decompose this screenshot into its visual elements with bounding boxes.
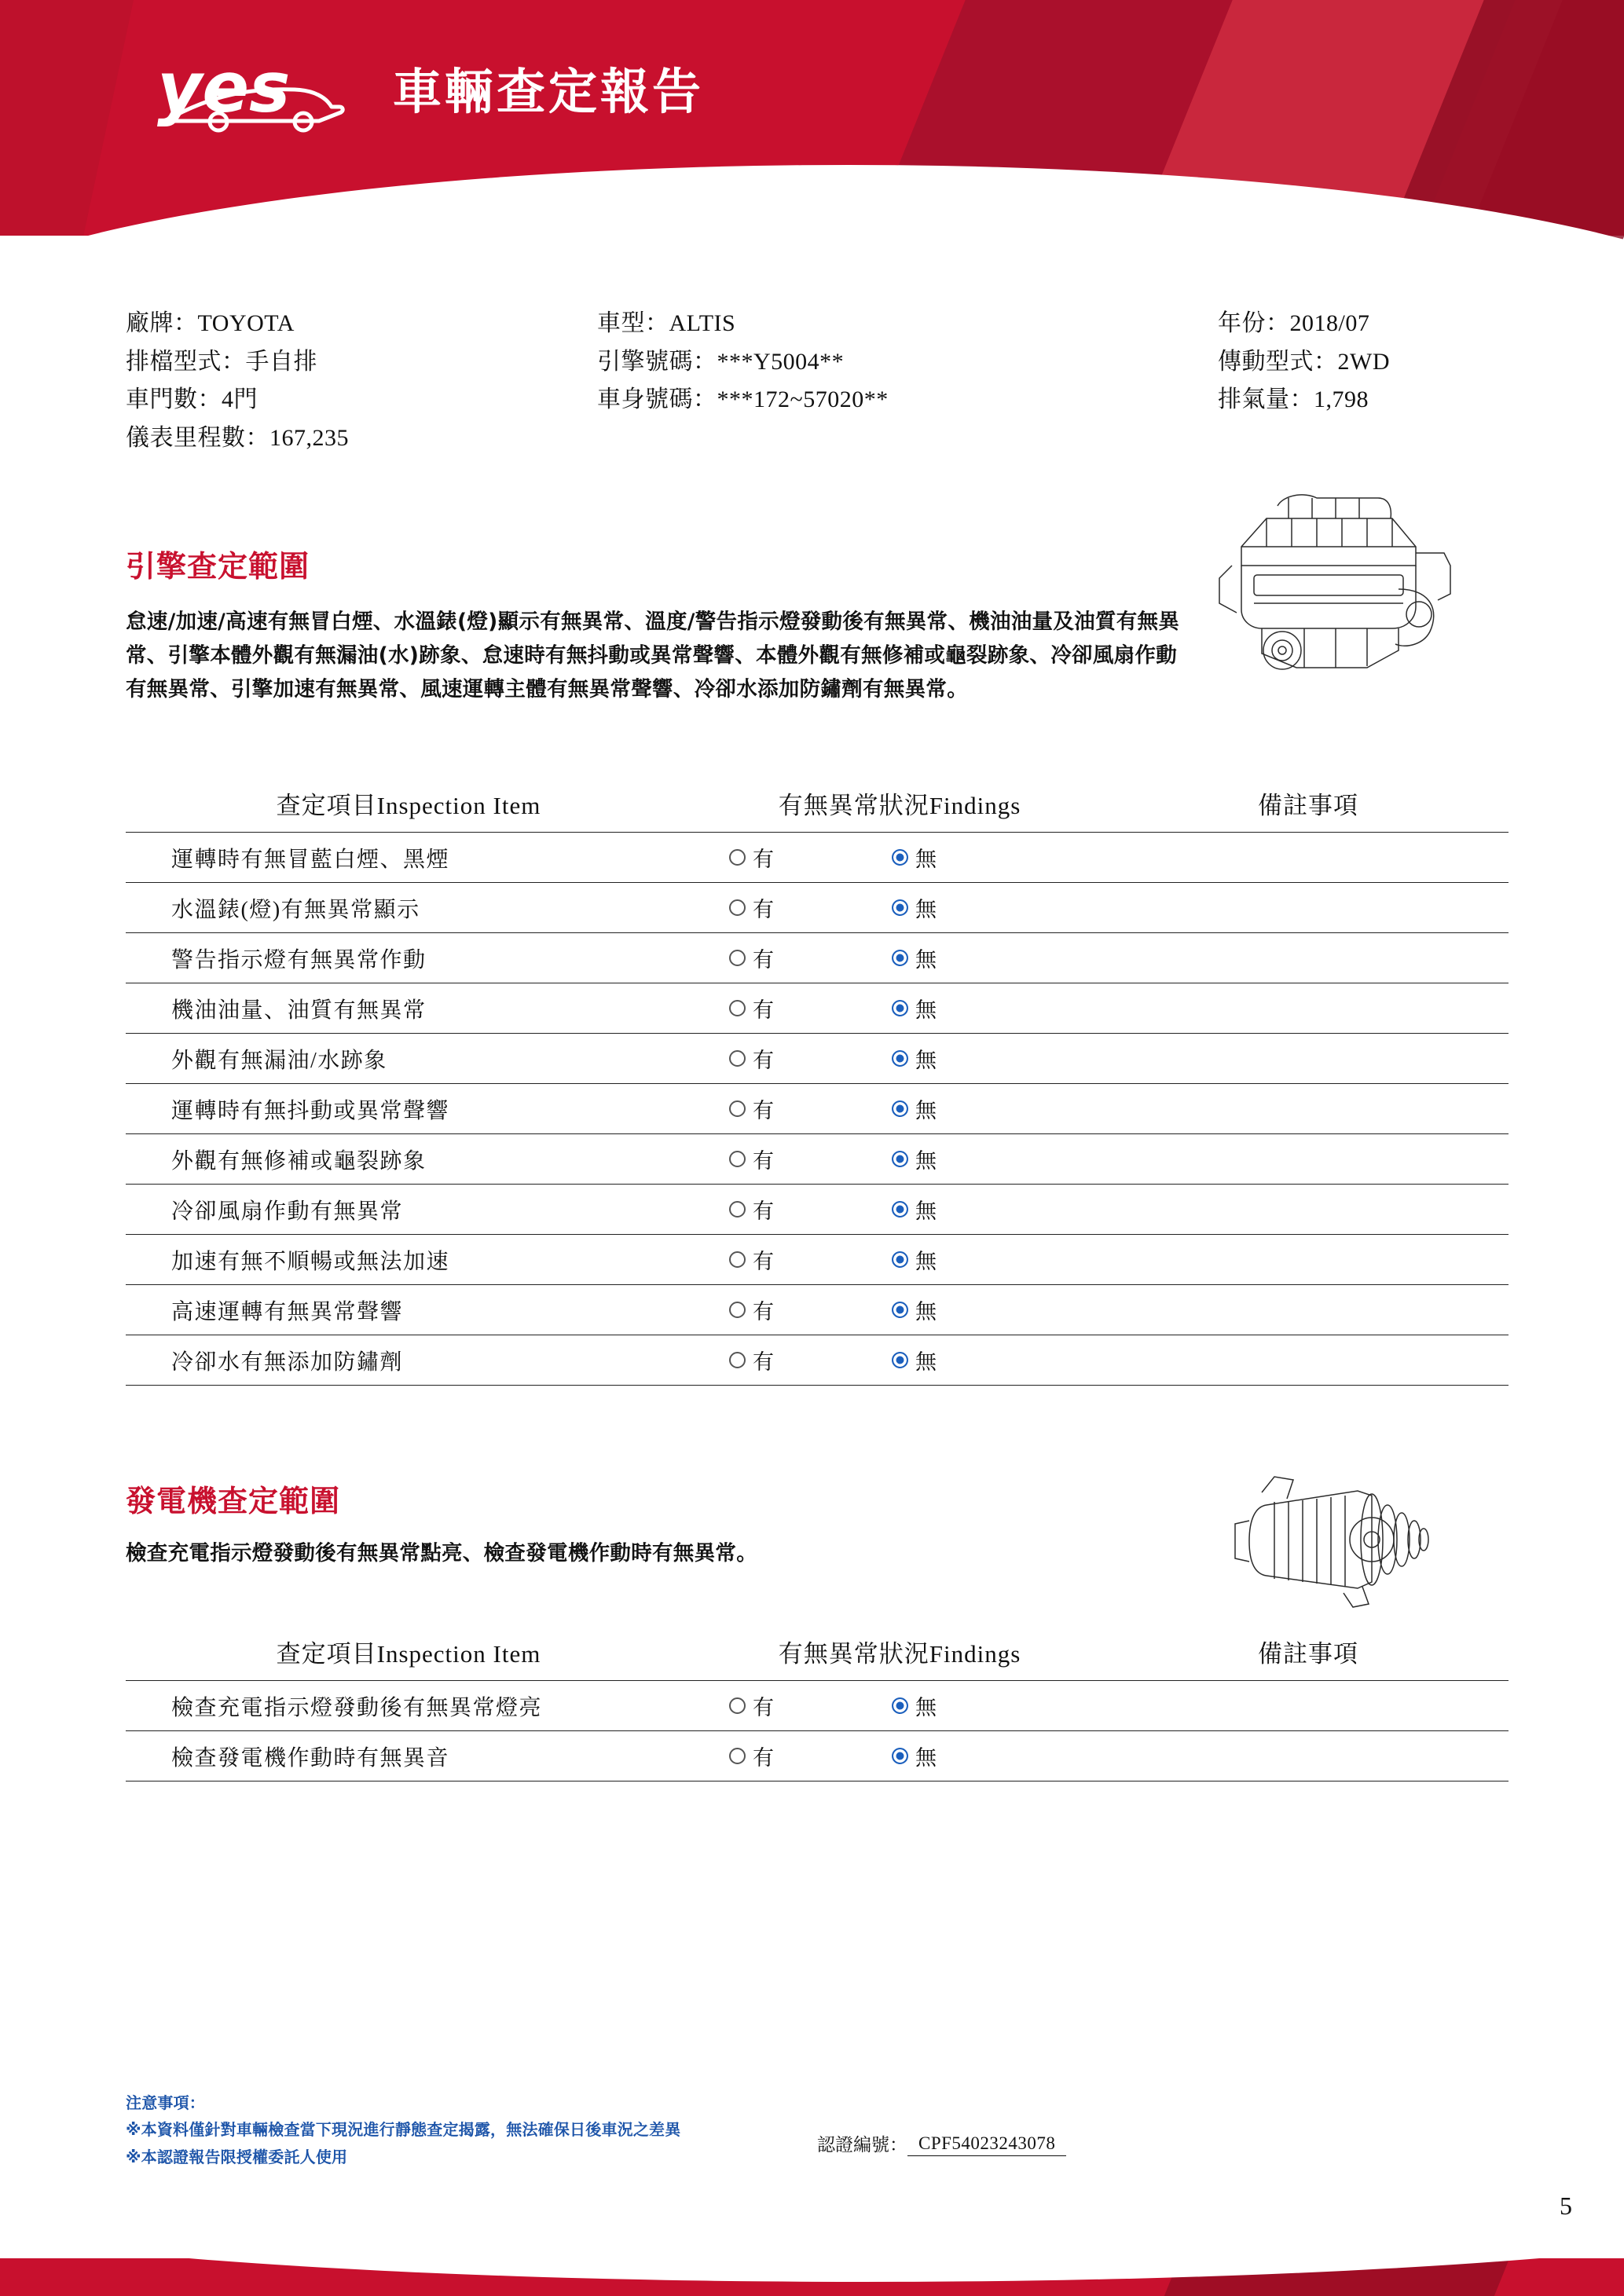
radio-yes-label: 有 bbox=[753, 1250, 774, 1273]
vin-label: 車身號碼： bbox=[597, 386, 717, 413]
radio-yes-icon[interactable] bbox=[729, 1151, 746, 1167]
engine-number-label: 引擎號碼： bbox=[597, 348, 717, 375]
model-label: 車型： bbox=[597, 310, 669, 336]
engine-findings-cell bbox=[691, 1093, 1108, 1124]
engine-findings-cell bbox=[691, 1244, 1108, 1275]
page-number: 5 bbox=[1560, 2192, 1572, 2220]
radio-no-label: 無 bbox=[915, 848, 937, 871]
radio-no-icon[interactable] bbox=[892, 1100, 908, 1117]
engine-number-value: ***Y5004** bbox=[717, 348, 845, 375]
radio-option-yes[interactable] bbox=[729, 1345, 774, 1375]
vehicle-info-row bbox=[126, 343, 1524, 382]
radio-no-icon[interactable] bbox=[892, 849, 908, 866]
radio-yes-label: 有 bbox=[753, 1199, 774, 1223]
engine-findings-cell bbox=[691, 892, 1108, 923]
radio-option-no[interactable] bbox=[892, 943, 937, 973]
radio-no-icon[interactable] bbox=[892, 1352, 908, 1368]
radio-option-no[interactable] bbox=[892, 892, 937, 923]
table-row bbox=[126, 1284, 1509, 1335]
page-header bbox=[0, 0, 1624, 259]
alternator-item-label: 檢查充電指示燈發動後有無異常燈亮 bbox=[171, 1695, 543, 1720]
table-row bbox=[126, 1335, 1509, 1386]
alternator-col-note: 備註事項 bbox=[1258, 1640, 1358, 1668]
radio-option-no[interactable] bbox=[892, 1741, 937, 1771]
mileage-label: 儀表里程數： bbox=[126, 424, 269, 451]
note-line-2: ※本認證報告限授權委託人使用 bbox=[126, 2147, 348, 2166]
radio-option-no[interactable] bbox=[892, 993, 937, 1023]
engine-inspection-table bbox=[126, 785, 1509, 1386]
radio-no-icon[interactable] bbox=[892, 1000, 908, 1016]
radio-yes-icon[interactable] bbox=[729, 1352, 746, 1368]
radio-yes-label: 有 bbox=[753, 848, 774, 871]
radio-no-icon[interactable] bbox=[892, 950, 908, 966]
svg-text:yes: yes bbox=[157, 49, 291, 128]
certificate-value: CPF54023243078 bbox=[907, 2133, 1066, 2156]
radio-yes-label: 有 bbox=[753, 998, 774, 1022]
engine-section bbox=[126, 542, 1194, 707]
alternator-col-findings: 有無異常狀況Findings bbox=[778, 1640, 1021, 1668]
radio-yes-label: 有 bbox=[753, 898, 774, 921]
radio-option-yes[interactable] bbox=[729, 1144, 774, 1174]
radio-yes-icon[interactable] bbox=[729, 1050, 746, 1067]
engine-table-header bbox=[126, 785, 1509, 832]
radio-option-yes[interactable] bbox=[729, 993, 774, 1023]
engine-findings-cell bbox=[691, 993, 1108, 1023]
table-row bbox=[126, 1184, 1509, 1234]
engine-section-title: 引擎查定範圍 bbox=[126, 549, 310, 584]
brand-logo bbox=[157, 49, 704, 135]
engine-item-label: 外觀有無修補或龜裂跡象 bbox=[171, 1148, 427, 1174]
table-row bbox=[126, 882, 1509, 932]
radio-yes-label: 有 bbox=[753, 1099, 774, 1122]
radio-no-icon[interactable] bbox=[892, 1251, 908, 1268]
drivetrain-label: 傳動型式： bbox=[1218, 348, 1338, 375]
certificate-label: 認證編號： bbox=[817, 2135, 907, 2155]
alternator-section bbox=[126, 1477, 1194, 1571]
radio-option-no[interactable] bbox=[892, 1345, 937, 1375]
radio-option-yes[interactable] bbox=[729, 842, 774, 873]
radio-no-icon[interactable] bbox=[892, 1201, 908, 1218]
radio-no-icon[interactable] bbox=[892, 899, 908, 916]
vehicle-info-row bbox=[126, 419, 1524, 458]
radio-option-yes[interactable] bbox=[729, 943, 774, 973]
door-count-value: 4門 bbox=[222, 386, 258, 413]
engine-findings-cell bbox=[691, 943, 1108, 973]
radio-no-icon[interactable] bbox=[892, 1748, 908, 1764]
radio-no-label: 無 bbox=[915, 898, 937, 921]
radio-yes-icon[interactable] bbox=[729, 1302, 746, 1318]
displacement-value: 1,798 bbox=[1314, 386, 1369, 413]
radio-no-icon[interactable] bbox=[892, 1302, 908, 1318]
table-row bbox=[126, 1680, 1509, 1730]
radio-no-label: 無 bbox=[915, 1149, 937, 1173]
engine-item-label: 冷卻水有無添加防鏽劑 bbox=[171, 1349, 404, 1375]
note-line-1: ※本資料僅針對車輛檢查當下現況進行靜態查定揭露，無法確保日後車況之差異 bbox=[126, 2120, 681, 2140]
table-row bbox=[126, 1234, 1509, 1284]
engine-item-label: 冷卻風扇作動有無異常 bbox=[171, 1199, 404, 1224]
radio-no-label: 無 bbox=[915, 1250, 937, 1273]
radio-no-label: 無 bbox=[915, 1300, 937, 1324]
radio-option-yes[interactable] bbox=[729, 1244, 774, 1275]
year-label: 年份： bbox=[1218, 310, 1290, 336]
alternator-inspection-table bbox=[126, 1634, 1509, 1782]
table-row bbox=[126, 832, 1509, 882]
table-row bbox=[126, 932, 1509, 983]
vin-value: ***172~57020** bbox=[717, 386, 889, 413]
engine-item-label: 外觀有無漏油/水跡象 bbox=[171, 1048, 387, 1073]
radio-option-yes[interactable] bbox=[729, 1194, 774, 1225]
radio-yes-icon[interactable] bbox=[729, 1251, 746, 1268]
radio-option-no[interactable] bbox=[892, 1043, 937, 1074]
alternator-item-label: 檢查發電機作動時有無異音 bbox=[171, 1745, 450, 1771]
radio-yes-icon[interactable] bbox=[729, 1748, 746, 1764]
radio-option-yes[interactable] bbox=[729, 1741, 774, 1771]
radio-option-no[interactable] bbox=[892, 1294, 937, 1325]
engine-col-note: 備註事項 bbox=[1258, 792, 1358, 819]
radio-yes-icon[interactable] bbox=[729, 950, 746, 966]
radio-no-label: 無 bbox=[915, 1099, 937, 1122]
table-row bbox=[126, 1083, 1509, 1133]
alternator-section-description: 檢查充電指示燈發動後有無異常點亮、檢查發電機作動時有無異常。 bbox=[126, 1541, 757, 1565]
report-title: 車輛查定報告 bbox=[393, 63, 705, 120]
engine-findings-cell bbox=[691, 1194, 1108, 1225]
transmission-label: 排檔型式： bbox=[126, 348, 246, 375]
radio-no-label: 無 bbox=[915, 1696, 937, 1719]
engine-item-label: 運轉時有無抖動或異常聲響 bbox=[171, 1098, 450, 1123]
alternator-col-item: 查定項目Inspection Item bbox=[276, 1640, 541, 1668]
radio-option-no[interactable] bbox=[892, 1194, 937, 1225]
radio-no-label: 無 bbox=[915, 998, 937, 1022]
alternator-section-title: 發電機查定範圍 bbox=[126, 1484, 341, 1518]
door-count-label: 車門數： bbox=[126, 386, 222, 413]
certificate-number-block bbox=[817, 2130, 1066, 2156]
radio-yes-icon[interactable] bbox=[729, 1697, 746, 1714]
radio-no-icon[interactable] bbox=[892, 1151, 908, 1167]
notes-title: 注意事項： bbox=[126, 2093, 205, 2112]
radio-option-no[interactable] bbox=[892, 1244, 937, 1275]
brand-label: 廠牌： bbox=[126, 310, 198, 336]
radio-option-yes[interactable] bbox=[729, 1294, 774, 1325]
engine-item-label: 加速有無不順暢或無法加速 bbox=[171, 1249, 450, 1274]
table-row bbox=[126, 983, 1509, 1033]
radio-option-yes[interactable] bbox=[729, 892, 774, 923]
radio-no-label: 無 bbox=[915, 1350, 937, 1374]
alternator-findings-cell bbox=[691, 1741, 1108, 1771]
radio-no-icon[interactable] bbox=[892, 1697, 908, 1714]
radio-yes-icon[interactable] bbox=[729, 899, 746, 916]
radio-yes-icon[interactable] bbox=[729, 1100, 746, 1117]
radio-yes-label: 有 bbox=[753, 1300, 774, 1324]
drivetrain-value: 2WD bbox=[1337, 348, 1390, 375]
alternator-table-header bbox=[126, 1634, 1509, 1680]
engine-findings-cell bbox=[691, 1294, 1108, 1325]
radio-no-icon[interactable] bbox=[892, 1050, 908, 1067]
vehicle-info-row bbox=[126, 381, 1524, 419]
vehicle-info-block bbox=[126, 305, 1524, 457]
vehicle-info-row bbox=[126, 305, 1524, 343]
radio-yes-icon[interactable] bbox=[729, 1000, 746, 1016]
footer-notes bbox=[126, 2089, 680, 2170]
engine-item-label: 機油油量、油質有無異常 bbox=[171, 998, 427, 1023]
engine-findings-cell bbox=[691, 842, 1108, 873]
engine-findings-cell bbox=[691, 1043, 1108, 1074]
alternator-findings-cell bbox=[691, 1690, 1108, 1721]
model-value: ALTIS bbox=[669, 310, 736, 336]
engine-col-findings: 有無異常狀況Findings bbox=[778, 792, 1021, 819]
radio-yes-label: 有 bbox=[753, 1696, 774, 1719]
engine-findings-cell bbox=[691, 1144, 1108, 1174]
radio-option-yes[interactable] bbox=[729, 1690, 774, 1721]
radio-no-label: 無 bbox=[915, 1746, 937, 1770]
engine-illustration bbox=[1210, 471, 1469, 707]
radio-option-yes[interactable] bbox=[729, 1093, 774, 1124]
radio-no-label: 無 bbox=[915, 948, 937, 972]
radio-yes-label: 有 bbox=[753, 1350, 774, 1374]
radio-option-no[interactable] bbox=[892, 1144, 937, 1174]
engine-item-label: 高速運轉有無異常聲響 bbox=[171, 1299, 404, 1324]
radio-yes-label: 有 bbox=[753, 1149, 774, 1173]
radio-no-label: 無 bbox=[915, 1199, 937, 1223]
transmission-value: 手自排 bbox=[245, 348, 317, 375]
mileage-value: 167,235 bbox=[269, 424, 349, 451]
radio-option-no[interactable] bbox=[892, 1690, 937, 1721]
engine-findings-cell bbox=[691, 1345, 1108, 1375]
radio-option-no[interactable] bbox=[892, 1093, 937, 1124]
radio-yes-label: 有 bbox=[753, 1049, 774, 1072]
table-row bbox=[126, 1133, 1509, 1184]
radio-yes-label: 有 bbox=[753, 1746, 774, 1770]
displacement-label: 排氣量： bbox=[1218, 386, 1314, 413]
table-row bbox=[126, 1033, 1509, 1083]
table-row bbox=[126, 1730, 1509, 1782]
radio-option-no[interactable] bbox=[892, 842, 937, 873]
radio-yes-label: 有 bbox=[753, 948, 774, 972]
engine-col-item: 查定項目Inspection Item bbox=[276, 792, 541, 819]
alternator-illustration bbox=[1226, 1461, 1454, 1630]
radio-no-label: 無 bbox=[915, 1049, 937, 1072]
page-footer-band bbox=[0, 2224, 1624, 2296]
engine-item-label: 警告指示燈有無異常作動 bbox=[171, 947, 427, 972]
year-value: 2018/07 bbox=[1289, 310, 1370, 336]
radio-option-yes[interactable] bbox=[729, 1043, 774, 1074]
engine-section-description: 怠速/加速/高速有無冒白煙、水溫錶(燈)顯示有無異常、溫度/警告指示燈發動後有無異常、機油油量及油質有無異常、引擎本體外觀有無漏油(水)跡象、怠速時有無抖動或異常聲響、本體外觀有無修補或龜裂跡象、冷卻風扇作動有無異常、引擎加速有無異常、風速運轉主體有無異常聲響、冷卻水添加防鏽劑有無異常。 bbox=[126, 610, 1180, 701]
radio-yes-icon[interactable] bbox=[729, 849, 746, 866]
engine-item-label: 水溫錶(燈)有無異常顯示 bbox=[171, 897, 420, 922]
engine-item-label: 運轉時有無冒藍白煙、黑煙 bbox=[171, 847, 450, 872]
yes-logo-icon bbox=[157, 49, 361, 135]
radio-yes-icon[interactable] bbox=[729, 1201, 746, 1218]
brand-value: TOYOTA bbox=[197, 310, 295, 336]
